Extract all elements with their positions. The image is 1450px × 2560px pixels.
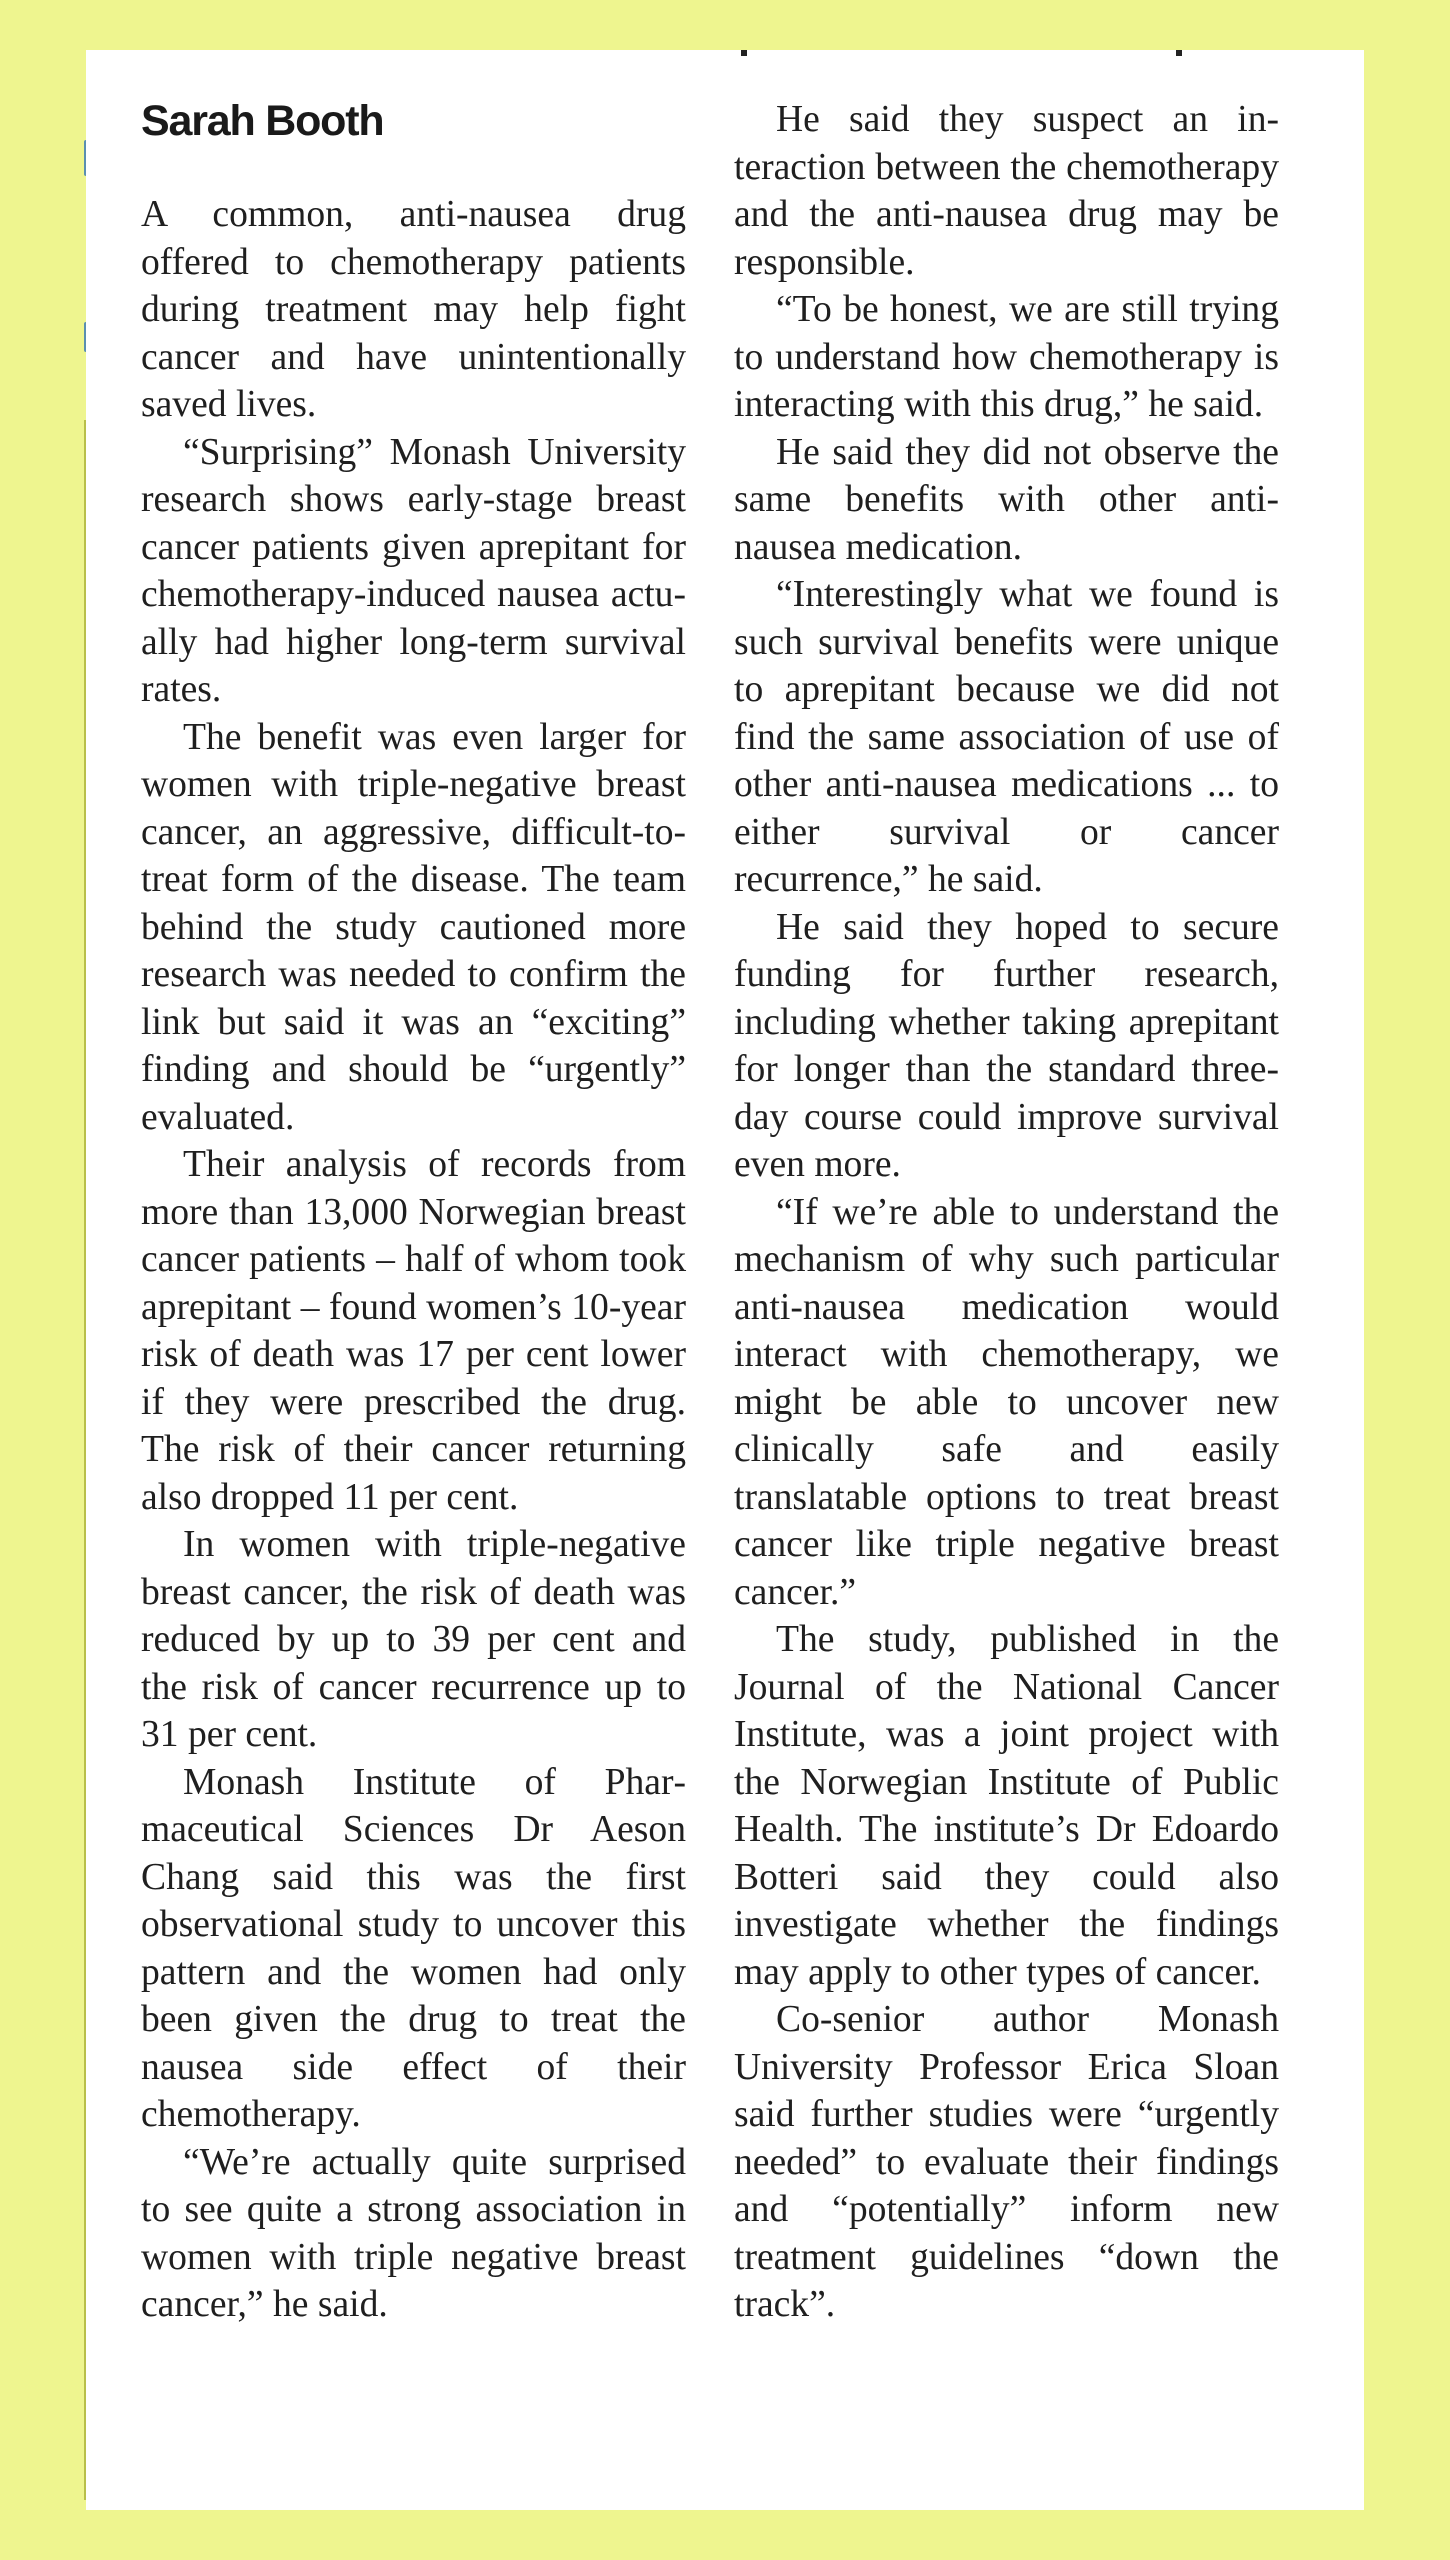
paragraph: “We’re actually quite surprised to see quite a strong association in women with triple negative breast cancer,” he said. — [141, 2141, 686, 2325]
article-column-left — [141, 96, 686, 2329]
paragraph: A common, anti-nausea drug offered to chemotherapy patients during treatment may help fight cancer and have unintentionally saved lives. — [141, 194, 686, 425]
byline: Sarah Booth — [141, 97, 384, 145]
scan-edge — [0, 0, 86, 2560]
paragraph: “Interestingly what we found is such survival benefits were unique to aprepitant because we did not find the same association of use of other anti-nausea medications ... to either survival or cancer recurrence,” he said. — [734, 574, 1279, 900]
paragraph: He said they hoped to secure funding for further research, including whether taking aprepitant for longer than the standard three-day course could improve survival even more. — [734, 906, 1279, 1185]
paragraph: The study, published in the Journal of the National Cancer Institute, was a joint project with the Norwegian Institute of Public Health. The institute’s Dr Edoardo Botteri said they could also investigate whether the findings may apply to other types of cancer. — [734, 1619, 1279, 1993]
paragraph: Monash Institute of Pharmaceutical Sciences Dr Aeson Chang said this was the first observational study to uncover this pattern and the women had only been given the drug to treat the nausea side effect of their chemotherapy. — [141, 1761, 686, 2135]
paragraph: “To be honest, we are still trying to understand how chemotherapy is interacting with this drug,” he said. — [734, 289, 1279, 425]
paragraph: In women with triple-negative breast cancer, the risk of death was reduced by up to 39 per cent and the risk of cancer recurrence up to 31 per cent. — [141, 1524, 686, 1755]
paragraph: He said they suspect an interaction between the chemotherapy and the anti-nausea drug may be responsible. — [734, 99, 1279, 283]
paragraph: “If we’re able to understand the mechanism of why such particular anti-nausea medication would interact with chemotherapy, we might be able to uncover new clinically safe and easily translatable options to treat breast cancer like triple negative breast cancer.” — [734, 1191, 1279, 1613]
paragraph: Their analysis of records from more than 13,000 Norwegian breast cancer patients – half of whom took aprepitant – found women’s 10-year risk of death was 17 per cent lower if they were prescribed the drug. The risk of their cancer returning also dropped 11 per cent. — [141, 1144, 686, 1518]
paragraph: He said they did not observe the same benefits with other anti-nausea medication. — [734, 431, 1279, 568]
paragraph: Co-senior author Monash University Professor Erica Sloan said further studies were “urgently needed” to evaluate their findings and “potentially” inform new treatment guidelines “down the track”. — [734, 1999, 1279, 2325]
column-top-mark — [1176, 50, 1182, 56]
column-top-mark — [741, 50, 747, 56]
paragraph: The benefit was even larger for women with triple-negative breast cancer, an aggressive, difficult-to-treat form of the disease. The team behind the study cautioned more research was needed to confirm the link but said it was an “exciting” finding and should be “urgently” evaluated. — [141, 716, 686, 1138]
article-column-right — [734, 96, 1279, 2329]
paragraph: “Surprising” Monash University research shows early-stage breast cancer patients given aprepitant for chemotherapy-induced nausea actually had higher long-term survival rates. — [141, 431, 686, 710]
newspaper-clipping — [86, 50, 1364, 2510]
